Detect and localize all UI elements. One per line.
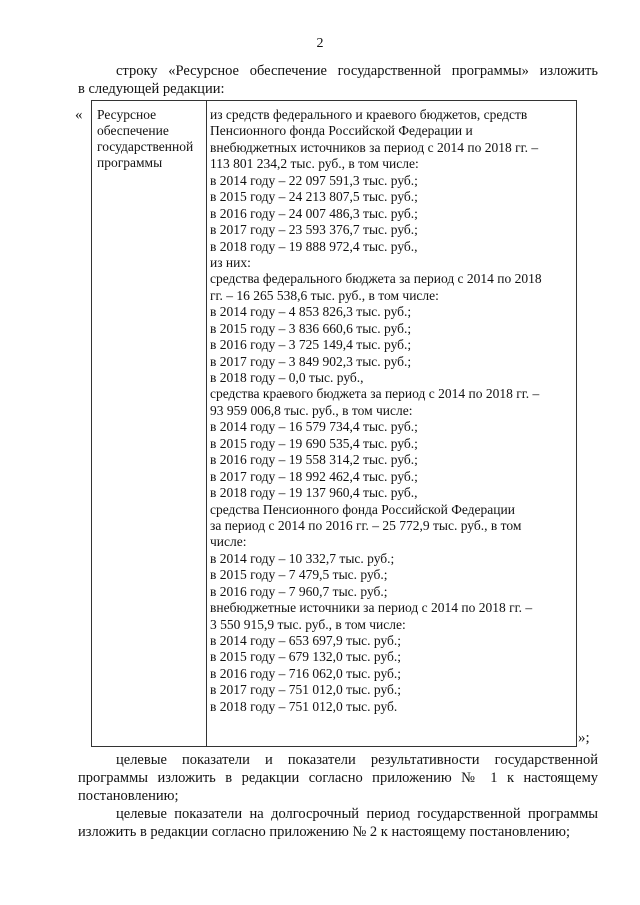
table-row-line: в 2015 году – 24 213 807,5 тыс. руб.;	[210, 189, 418, 205]
table-row-line: из них:	[210, 254, 251, 270]
table-row-line: в 2016 году – 7 960,7 тыс. руб.;	[210, 583, 388, 599]
table-row-line: в 2017 году – 18 992 462,4 тыс. руб.;	[210, 468, 418, 484]
table-row-line: в 2017 году – 751 012,0 тыс. руб.;	[210, 682, 402, 698]
table-row-line: в 2015 году – 3 836 660,6 тыс. руб.;	[210, 320, 412, 336]
table-row-line: 93 959 006,8 тыс. руб., в том числе:	[210, 402, 413, 418]
page-number: 2	[316, 36, 324, 51]
table-column-divider	[206, 100, 207, 747]
table-row-line: в 2016 году – 24 007 486,3 тыс. руб.;	[210, 205, 418, 221]
table-row-line: в 2014 году – 653 697,9 тыс. руб.;	[210, 633, 402, 648]
table-row-line: в 2018 году – 19 137 960,4 тыс. руб.,	[210, 485, 418, 501]
table-row-line: в 2016 году – 19 558 314,2 тыс. руб.;	[210, 452, 418, 468]
table-row-line: в 2015 году – 7 479,5 тыс. руб.;	[210, 567, 388, 583]
table-label-cell: Ресурсное обеспечение государственной программы	[97, 107, 194, 170]
table-row-line: средства краевого бюджета за период с 2014 по 2018 гг. –	[210, 386, 540, 402]
table-row-line: в 2014 году – 16 579 734,4 тыс. руб.;	[210, 419, 418, 435]
table-row-line: внебюджетных источников за период с 2014 по 2018 гг. –	[210, 139, 539, 155]
following-paragraphs	[78, 751, 598, 841]
table-row-line: в 2017 году – 23 593 376,7 тыс. руб.;	[210, 222, 418, 238]
table-row-line: 3 550 915,9 тыс. руб., в том числе:	[210, 616, 406, 632]
table-row-line: в 2017 году – 3 849 902,3 тыс. руб.;	[210, 353, 412, 369]
intro-paragraph	[78, 62, 598, 98]
table-row-line: в 2014 году – 4 853 826,3 тыс. руб.;	[210, 304, 412, 320]
table-row-line: в 2016 году – 3 725 149,4 тыс. руб.;	[210, 337, 412, 353]
table-row-line: числе:	[210, 534, 247, 550]
table-row-line: в 2018 году – 751 012,0 тыс. руб.	[210, 698, 398, 714]
table-row-line: гг. – 16 265 538,6 тыс. руб., в том числе:	[210, 287, 439, 303]
table-row-line: в 2018 году – 19 888 972,4 тыс. руб.,	[210, 238, 418, 254]
table-row-line: средства федерального бюджета за период с 2014 по 2018	[210, 271, 542, 287]
table-row-line: внебюджетные источники за период с 2014 по 2018 гг. –	[210, 600, 533, 616]
table-row-line: средства Пенсионного фонда Российской Федерации	[210, 501, 515, 517]
table-row-line: в 2018 году – 0,0 тыс. руб.,	[210, 370, 364, 385]
table-value-cell	[210, 107, 574, 715]
table-row-line: в 2016 году – 716 062,0 тыс. руб.;	[210, 665, 402, 681]
table-row-line: в 2014 году – 22 097 591,3 тыс. руб.;	[210, 172, 418, 188]
table-row-line: 113 801 234,2 тыс. руб., в том числе:	[210, 156, 419, 172]
intro-line-1: строку «Ресурсное обеспечение государственной программы» изложить	[116, 63, 598, 79]
table-row-line: в 2015 году – 19 690 535,4 тыс. руб.;	[210, 435, 418, 451]
opening-quote: «	[75, 107, 83, 123]
table-row-line: в 2014 году – 10 332,7 тыс. руб.;	[210, 550, 395, 566]
intro-line-2: в следующей редакции:	[78, 81, 225, 97]
closing-quote: »;	[578, 730, 590, 746]
paragraph-long-term-indicators: целевые показатели на долгосрочный период государственной программы изложить в редакции согласно приложению № 2 к настоящему постановлению;	[78, 806, 598, 840]
table-row-line: из средств федерального и краевого бюджетов, средств	[210, 107, 528, 122]
table-row-line: Пенсионного фонда Российской Федерации и	[210, 123, 473, 139]
table-row-line: за период с 2014 по 2016 гг. – 25 772,9 тыс. руб., в том	[210, 517, 522, 533]
paragraph-target-indicators: целевые показатели и показатели результативности государственной программы изложить в редакции согласно приложению № 1 к настоящему постановлению;	[78, 752, 598, 804]
table-row-line: в 2015 году – 679 132,0 тыс. руб.;	[210, 649, 402, 665]
